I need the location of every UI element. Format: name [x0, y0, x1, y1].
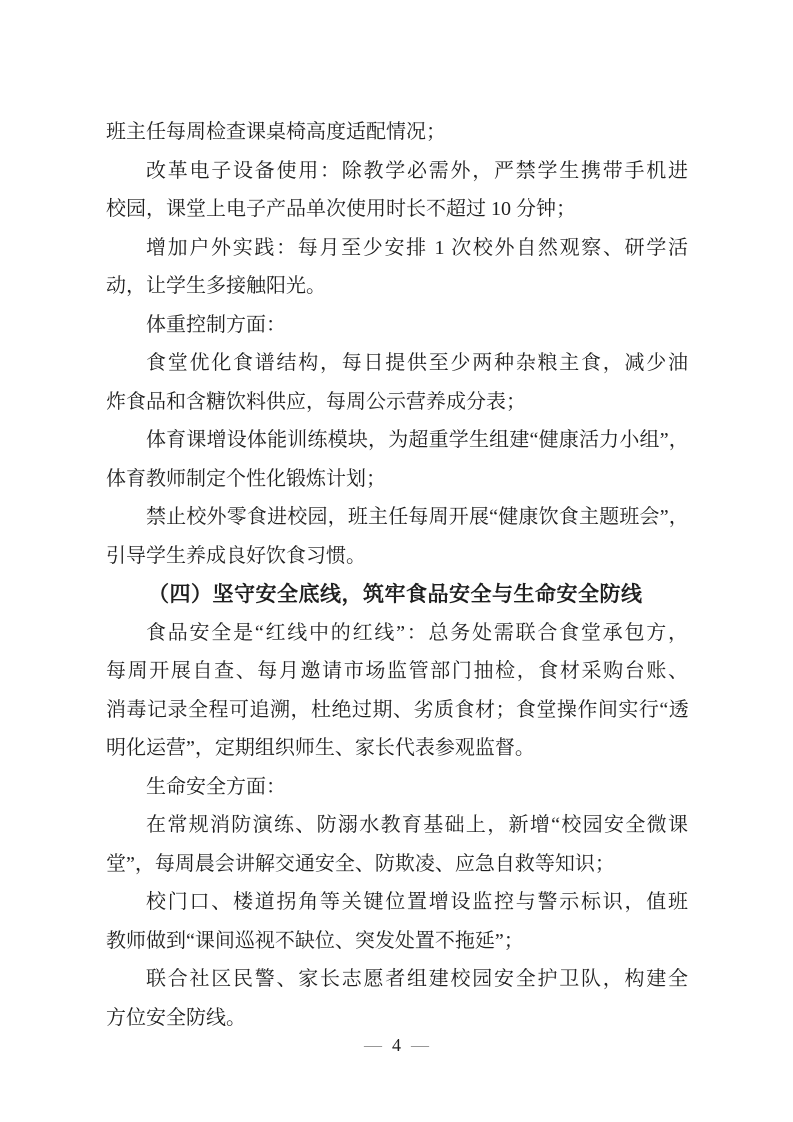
- text-line: 炸食品和含糖饮料供应，每周公示营养成分表；: [106, 390, 526, 413]
- text-line: 校门口、楼道拐角等关键位置增设监控与警示标识，值班: [146, 891, 688, 913]
- section-heading: （四）坚守安全底线，筑牢食品安全与生命安全防线: [148, 582, 643, 606]
- page-footer: [0, 1034, 793, 1056]
- text-line: 引导学生养成良好饮食习惯。: [106, 544, 366, 567]
- text-line: 校园，课堂上电子产品单次使用时长不超过 10 分钟；: [106, 198, 576, 220]
- text-line: 食堂优化食谱结构，每日提供至少两种杂粮主食，减少油: [146, 352, 688, 374]
- text-line: 每周开展自查、每月邀请市场监管部门抽检，食材采购台账、: [106, 660, 688, 682]
- text-line: 食品安全是“红线中的红线”：总务处需联合食堂承包方，: [146, 621, 688, 644]
- document-body: [106, 113, 688, 1037]
- page-number: 4: [392, 1035, 401, 1055]
- text-line: 消毒记录全程可追溯，杜绝过期、劣质食材；食堂操作间实行“透: [106, 698, 688, 721]
- text-line: 体育教师制定个性化锻炼计划；: [106, 467, 386, 490]
- text-line: 体育课增设体能训练模块，为超重学生组建“健康活力小组”，: [146, 429, 688, 451]
- footer-dash-right: —: [411, 1035, 429, 1055]
- text-line: 联合社区民警、家长志愿者组建校园安全护卫队，构建全: [146, 968, 688, 990]
- text-line: 方位安全防线。: [106, 1006, 246, 1029]
- text-line: 体重控制方面：: [146, 313, 286, 336]
- text-line: 生命安全方面：: [146, 775, 286, 798]
- footer-dash-left: —: [364, 1035, 382, 1055]
- text-line: 班主任每周检查课桌椅高度适配情况；: [106, 121, 446, 143]
- text-line: 禁止校外零食进校园，班主任每周开展“健康饮食主题班会”，: [146, 506, 688, 528]
- text-line: 动，让学生多接触阳光。: [106, 275, 326, 297]
- text-line: 教师做到“课间巡视不缺位、突发处置不拖延”；: [106, 929, 524, 952]
- text-line: 改革电子设备使用：除教学必需外，严禁学生携带手机进: [146, 159, 688, 182]
- text-line: 增加户外实践：每月至少安排 1 次校外自然观察、研学活: [146, 236, 688, 259]
- text-line: 堂”，每周晨会讲解交通安全、防欺凌、应急自救等知识；: [106, 852, 615, 875]
- text-line: 明化运营”，定期组织师生、家长代表参观监督。: [106, 737, 535, 759]
- text-line: 在常规消防演练、防溺水教育基础上，新增“校园安全微课: [146, 814, 688, 836]
